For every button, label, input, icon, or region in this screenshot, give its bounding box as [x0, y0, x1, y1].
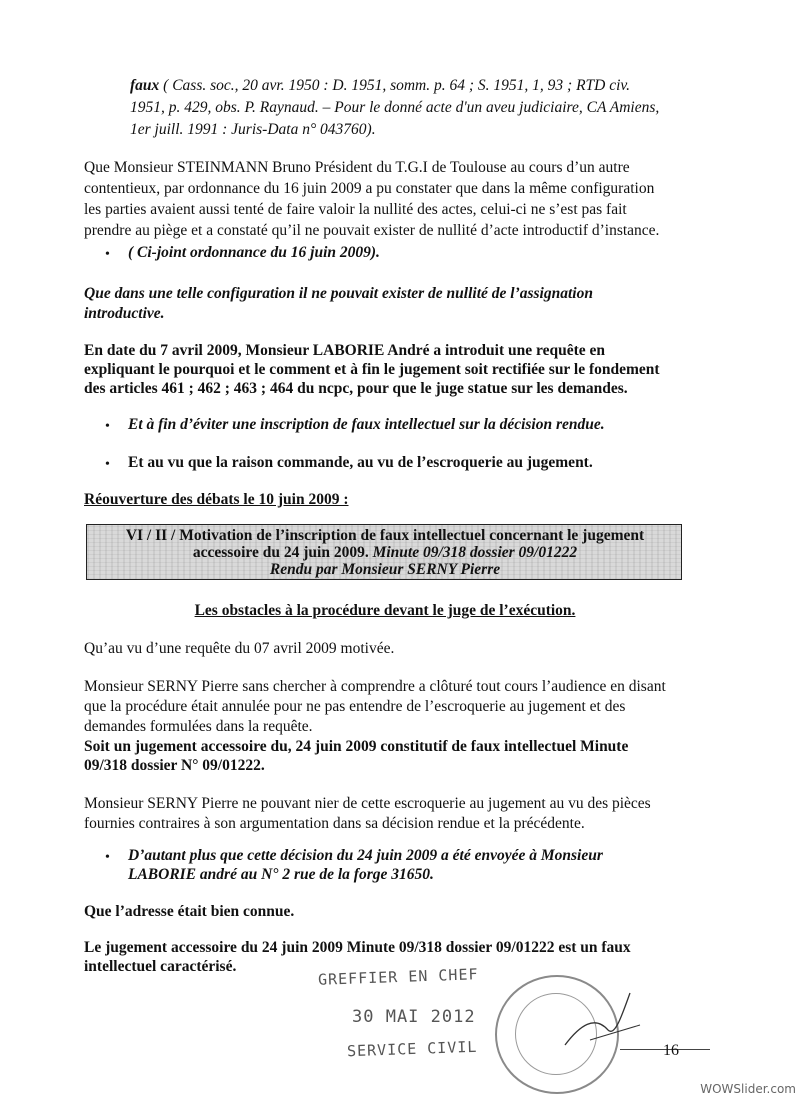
bullet-marker: • — [105, 850, 110, 865]
serny2-line-2: fournies contraires à son argumentation dans sa décision rendue et la précédente. — [84, 815, 585, 832]
config-line-2: introductive. — [84, 305, 165, 322]
serny2-line-1: Monsieur SERNY Pierre ne pouvant nier de cette escroquerie au jugement au vu des pièces — [84, 795, 651, 812]
reouverture-heading: Réouverture des débats le 10 juin 2009 : — [84, 491, 349, 508]
steinmann-line-1: Que Monsieur STEINMANN Bruno Président du T.G.I de Toulouse au cours d’un autre — [84, 159, 630, 176]
box-line-2-bold: accessoire du 24 juin 2009. — [192, 544, 373, 561]
serny-line-3: demandes formulées dans la requête. — [84, 718, 313, 735]
box-line-2-italic: Minute 09/318 dossier 09/01222 — [372, 544, 578, 561]
adresse-paragraph: Que l’adresse était bien connue. — [84, 903, 295, 920]
final-line-1: Le jugement accessoire du 24 juin 2009 Minute 09/318 dossier 09/01222 est un faux — [84, 939, 631, 956]
obstacles-title: Les obstacles à la procédure devant le juge de l’exécution. — [194, 602, 576, 619]
serny-line-2: que la procédure était annulée pour ne pas entendre de l’escroquerie au jugement et des — [84, 698, 626, 715]
bullet-marker: • — [105, 457, 110, 472]
requete-line-1: En date du 7 avril 2009, Monsieur LABORIE André a introduit une requête en — [84, 342, 606, 359]
config-line-1: Que dans une telle configuration il ne pouvait exister de nullité de l’assignation — [84, 285, 593, 302]
citation-faux: faux — [130, 77, 160, 94]
stamp-date: 30 MAI 2012 — [352, 1007, 476, 1027]
page-number: 16 — [663, 1042, 679, 1059]
soit-line-2: 09/318 dossier N° 09/01222. — [84, 757, 265, 774]
soit-line-1: Soit un jugement accessoire du, 24 juin 2009 constitutif de faux intellectuel Minute — [84, 738, 629, 755]
bullet-marker: • — [105, 247, 110, 262]
bullet-dautant-line-1: D’autant plus que cette décision du 24 juin 2009 a été envoyée à Monsieur — [128, 847, 603, 864]
stamp-greffier: GREFFIER EN CHEF — [317, 965, 479, 989]
requete-line-2: expliquant le pourquoi et le comment et à fin le jugement soit rectifiée sur le fondement — [84, 361, 660, 378]
citation-line-3: 1er juill. 1991 : Juris-Data n° 043760). — [130, 121, 376, 138]
quau-paragraph: Qu’au vu d’une requête du 07 avril 2009 motivée. — [84, 640, 395, 657]
section-heading-box — [86, 524, 682, 580]
final-line-2: intellectuel caractérisé. — [84, 958, 237, 975]
watermark: WOWSlider.com — [700, 1082, 796, 1096]
bullet-ordonnance: ( Ci-joint ordonnance du 16 juin 2009). — [128, 244, 380, 261]
stamp-service: SERVICE CIVIL — [346, 1037, 478, 1061]
citation-line-1-text: ( Cass. soc., 20 avr. 1950 : D. 1951, somm. p. 64 ; S. 1951, 1, 93 ; RTD civ. — [159, 77, 631, 94]
steinmann-line-2: contentieux, par ordonnance du 16 juin 2009 a pu constater que dans la même configuration — [84, 180, 655, 197]
serny-line-1: Monsieur SERNY Pierre sans chercher à comprendre a clôturé tout cours l’audience en disant — [84, 678, 666, 695]
signature-mark — [560, 985, 650, 1055]
steinmann-line-4: prendre au piège et a constaté qu’il ne pouvait exister de nullité d’acte introductif d’instance. — [84, 222, 660, 239]
citation-line-2: 1951, p. 429, obs. P. Raynaud. – Pour le donné acte d'un aveu judiciaire, CA Amiens, — [130, 99, 660, 116]
requete-line-3: des articles 461 ; 462 ; 463 ; 464 du ncpc, pour que le juge statue sur les demandes. — [84, 380, 628, 397]
box-line-3: Rendu par Monsieur SERNY Pierre — [269, 561, 501, 578]
box-line-2 — [87, 544, 683, 562]
citation-line-1 — [130, 77, 686, 95]
bullet-eviter: Et à fin d’éviter une inscription de faux intellectuel sur la décision rendue. — [128, 416, 605, 433]
bullet-raison: Et au vu que la raison commande, au vu de l’escroquerie au jugement. — [128, 454, 593, 471]
box-line-1: VI / II / Motivation de l’inscription de faux intellectuel concernant le jugement — [125, 527, 645, 544]
bullet-marker: • — [105, 419, 110, 434]
bullet-dautant-line-2: LABORIE andré au N° 2 rue de la forge 31650. — [128, 866, 434, 883]
steinmann-line-3: les parties avaient aussi tenté de faire valoir la nullité des actes, celui-ci ne s’est pas fait — [84, 201, 627, 218]
